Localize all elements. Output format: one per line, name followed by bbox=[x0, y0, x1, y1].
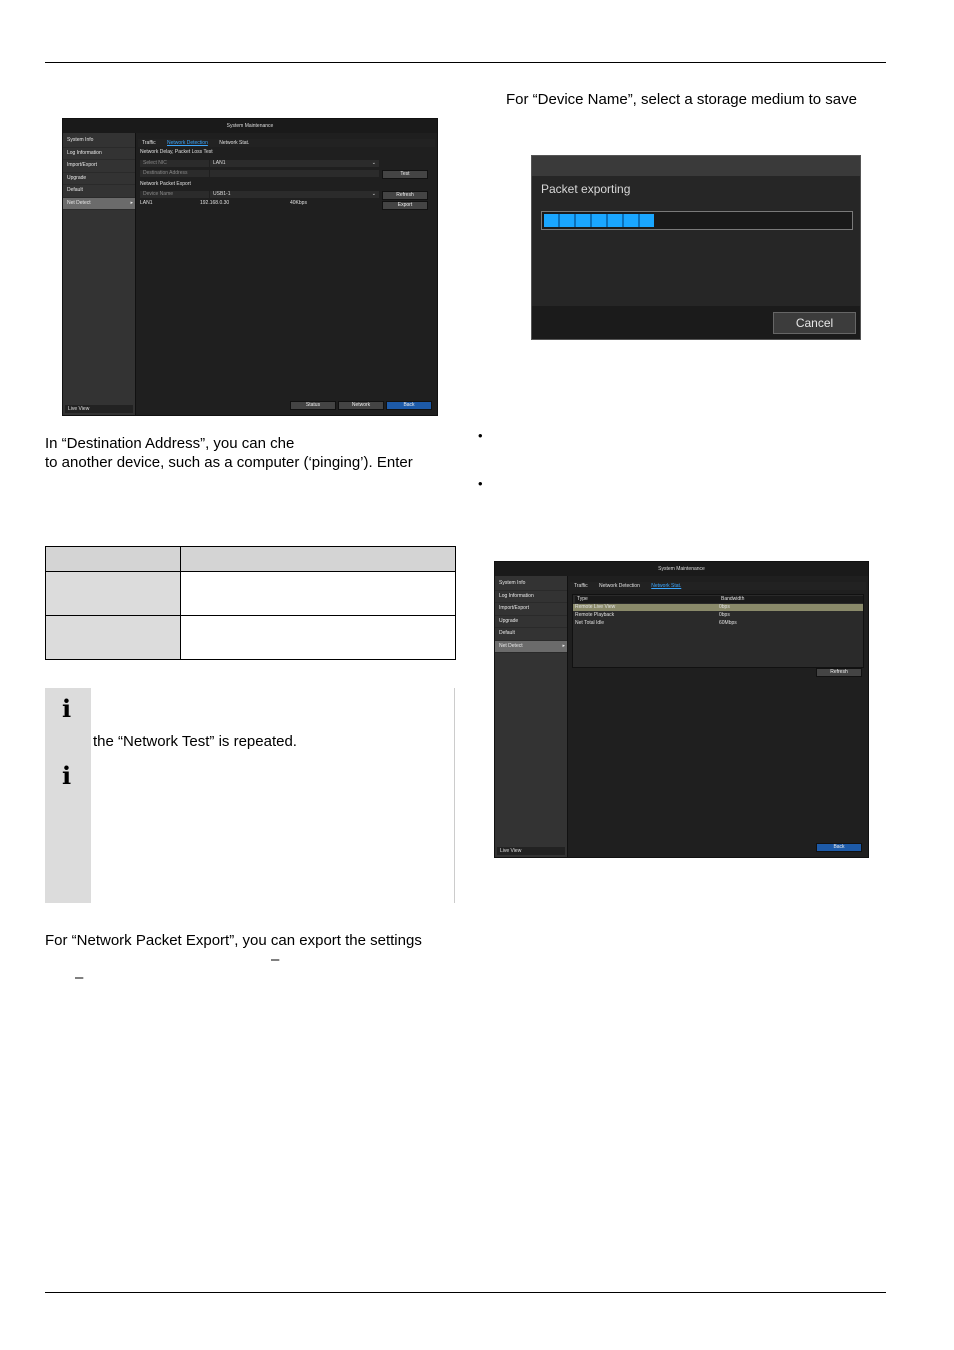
tab-traffic[interactable]: Traffic bbox=[142, 140, 156, 146]
stat-row-bandwidth: 0bps bbox=[719, 612, 730, 618]
device-name-text: For “Device Name”, select a storage medium to save bbox=[506, 91, 857, 108]
table-row bbox=[46, 616, 456, 660]
bullet-mark: • bbox=[478, 476, 483, 491]
sidebar-item-upgrade[interactable]: Upgrade bbox=[495, 616, 567, 629]
network-stat-screenshot bbox=[494, 561, 869, 858]
table-cell bbox=[181, 616, 456, 660]
table-header-cell bbox=[46, 547, 181, 572]
table-header-row bbox=[46, 547, 456, 572]
sidebar-item-log-information[interactable]: Log Information bbox=[63, 148, 135, 161]
network-detection-screenshot bbox=[62, 118, 438, 416]
sidebar-item-import-export[interactable]: Import/Export bbox=[495, 603, 567, 616]
sidebar-item-system-info[interactable]: System Info bbox=[63, 135, 135, 148]
destination-address-label: Destination Address bbox=[140, 170, 209, 177]
table-header-type: Type bbox=[575, 596, 719, 603]
device-name-dropdown[interactable]: USB1-1 ⌄ bbox=[210, 191, 379, 198]
sidebar bbox=[63, 133, 136, 415]
table-cell bbox=[46, 616, 181, 660]
sidebar-item-log-information[interactable]: Log Information bbox=[495, 591, 567, 604]
chevron-down-icon: ⌄ bbox=[371, 160, 376, 166]
tab-network-stat[interactable]: Network Stat. bbox=[651, 583, 682, 589]
dialog-footer bbox=[532, 306, 860, 339]
refresh-button[interactable]: Refresh bbox=[816, 668, 862, 677]
destination-text-line2: to another device, such as a computer (‘pinging’). Enter bbox=[45, 454, 413, 471]
sidebar-item-net-detect[interactable]: Net Detect ▸ bbox=[495, 641, 567, 654]
window-title: System Maintenance bbox=[63, 119, 437, 133]
stat-row-bandwidth: 0bps bbox=[719, 604, 730, 610]
back-button[interactable]: Back bbox=[386, 401, 432, 410]
info-icon: i bbox=[62, 694, 72, 723]
table-cell bbox=[181, 572, 456, 616]
dash-mark: – bbox=[271, 951, 280, 968]
window-title: System Maintenance bbox=[495, 562, 868, 576]
info-icon: i bbox=[62, 761, 72, 790]
tab-network-detection[interactable]: Network Detection bbox=[167, 140, 208, 146]
packet-exporting-dialog bbox=[531, 155, 861, 340]
destination-address-input[interactable] bbox=[210, 170, 379, 177]
dialog-header bbox=[532, 156, 860, 176]
network-button[interactable]: Network bbox=[338, 401, 384, 410]
select-nic-dropdown[interactable]: LAN1 ⌄ bbox=[210, 160, 379, 167]
tab-network-detection[interactable]: Network Detection bbox=[599, 583, 640, 589]
refresh-button[interactable]: Refresh bbox=[382, 191, 428, 200]
packet-export-text: For “Network Packet Export”, you can export the settings bbox=[45, 932, 422, 949]
tab-bar bbox=[570, 582, 866, 590]
status-button[interactable]: Status bbox=[290, 401, 336, 410]
table-row bbox=[46, 572, 456, 616]
results-table bbox=[45, 546, 456, 660]
dash-mark: – bbox=[75, 969, 84, 986]
section-packet-export: Network Packet Export bbox=[140, 181, 191, 187]
device-name-label: Device Name bbox=[140, 191, 209, 198]
cancel-button[interactable]: Cancel bbox=[773, 312, 856, 334]
lan-rate: 40Kbps bbox=[290, 200, 307, 206]
top-rule bbox=[45, 62, 886, 63]
live-view-button[interactable]: Live View bbox=[497, 847, 565, 855]
sidebar-item-system-info[interactable]: System Info bbox=[495, 578, 567, 591]
dialog-title: Packet exporting bbox=[541, 182, 631, 196]
destination-text-line1: In “Destination Address”, you can che bbox=[45, 435, 295, 452]
sidebar-item-net-detect[interactable]: Net Detect ▸ bbox=[63, 198, 135, 211]
sidebar-item-default[interactable]: Default bbox=[63, 185, 135, 198]
note-text: the “Network Test” is repeated. bbox=[93, 733, 297, 750]
stat-row-type: Remote Playback bbox=[575, 612, 615, 618]
stat-row-bandwidth: 60Mbps bbox=[719, 620, 737, 626]
main-panel bbox=[136, 133, 437, 415]
tab-network-stat[interactable]: Network Stat. bbox=[219, 140, 250, 146]
progress-fill bbox=[544, 214, 654, 227]
section-delay-test: Network Delay, Packet Loss Test bbox=[140, 149, 213, 155]
bottom-rule bbox=[45, 1292, 886, 1293]
bullet-mark: • bbox=[478, 428, 483, 443]
stat-row-type: Remote Live View bbox=[575, 604, 616, 610]
live-view-button[interactable]: Live View bbox=[65, 405, 133, 413]
select-nic-label: Select NIC bbox=[140, 160, 209, 167]
export-button[interactable]: Export bbox=[382, 201, 428, 210]
back-button[interactable]: Back bbox=[816, 843, 862, 852]
sidebar bbox=[495, 576, 568, 857]
stat-table bbox=[572, 594, 864, 668]
sidebar-item-upgrade[interactable]: Upgrade bbox=[63, 173, 135, 186]
main-panel bbox=[568, 576, 868, 857]
test-button[interactable]: Test bbox=[382, 170, 428, 179]
note-divider bbox=[454, 688, 455, 903]
sidebar-item-import-export[interactable]: Import/Export bbox=[63, 160, 135, 173]
table-cell bbox=[46, 572, 181, 616]
table-header-bandwidth: Bandwidth bbox=[719, 596, 863, 603]
chevron-down-icon: ⌄ bbox=[371, 191, 376, 197]
table-header-cell bbox=[181, 547, 456, 572]
table-row-highlight bbox=[573, 604, 863, 611]
lan-name: LAN1 bbox=[140, 200, 153, 206]
sidebar-item-default[interactable]: Default bbox=[495, 628, 567, 641]
stat-row-type: Net Total Idle bbox=[575, 620, 605, 626]
progress-bar bbox=[541, 211, 853, 230]
tab-bar bbox=[138, 139, 435, 147]
lan-ip: 192.168.0.30 bbox=[200, 200, 230, 206]
tab-traffic[interactable]: Traffic bbox=[574, 583, 588, 589]
